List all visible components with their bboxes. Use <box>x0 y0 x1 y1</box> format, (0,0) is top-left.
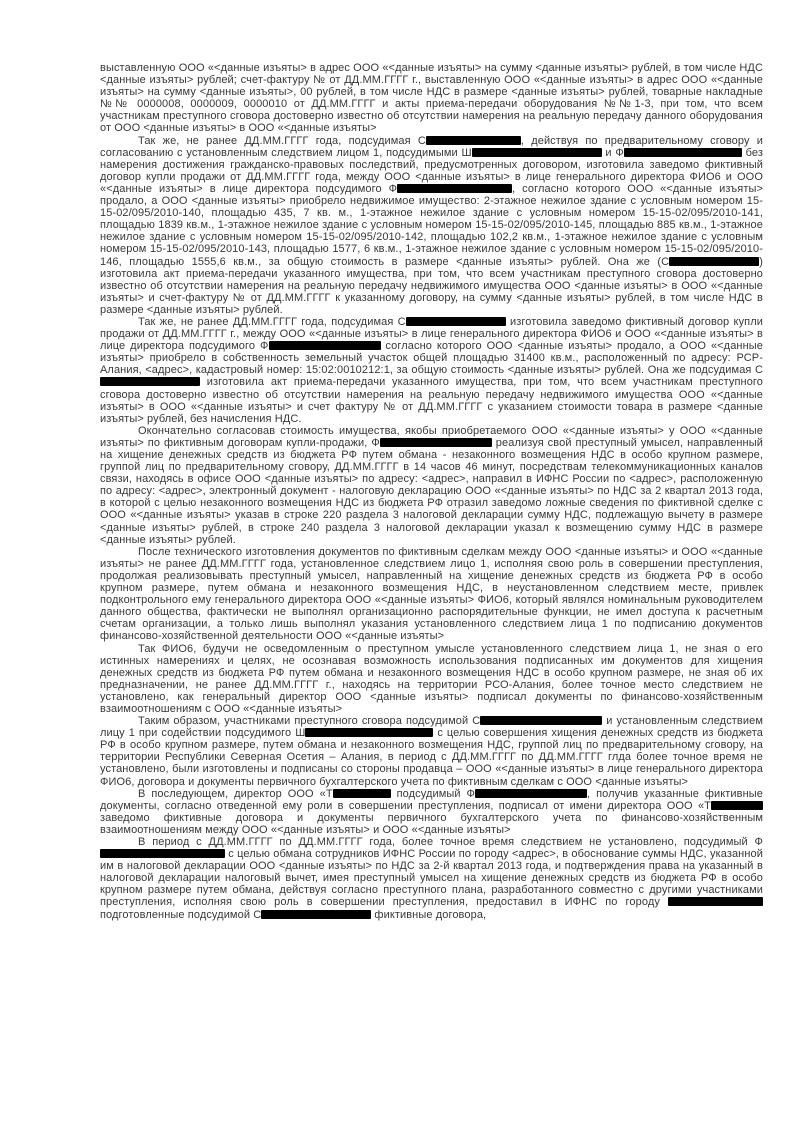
paragraph: Так же, не ранее ДД.ММ.ГГГГ года, подсудимая С изготовила заведомо фиктивный договор купли продажи от ДД.ММ.ГГГГ г., между ООО «<данные изъяты> в лице генерального директора ФИО6 и ООО «<данные изъяты> в лице директора подсудимого Ф согласно которого ООО <данные изъяты> продало, а ООО «<данные изъяты> приобрело в собственность земельный участок общей площадью 31400 кв.м., расположенный по адресу: РСР-Алания, <адрес>, кадастровый номер: 15:02:0010212:1, за общую стоимость <данные изъяты> рублей. Она же подсудимая С изготовила акт приема-передачи указанного имущества, при том, что всем участникам преступного сговора достоверно известно об отсутствии намерения на реальную передачу недвижимого имущества ООО «<данные изъяты> в ООО «<данные изъяты> и счет фактуру № от ДД.ММ.ГГГГ с указанием стоимости товара в размере <данные изъяты> рублей, без начисления НДС. <box>100 315 763 425</box>
redaction-bar <box>269 341 381 350</box>
paragraph: Таким образом, участниками преступного сговора подсудимой С и установленным следствием лицу 1 при содействии подсудимого Ш с целью совершения хищения денежных средств из бюджета РФ в особо крупном размере, путем обмана и незаконного возмещения НДС, группой лиц по предварительному сговору, на территории Республики Северная Осетия – Алания, в период с ДД.ММ.ГГГГ по ДД.ММ.ГГГГ глда более точное время не установлено, были изготовлены и подписаны со стороны продавца – ООО «<данные изъяты> в лице генерального директора ФИО6, договора и документы первичного бухгалтерского учета по фиктивным сделкам с ООО <данные изъяты> <box>100 715 764 788</box>
redaction-bar <box>624 148 742 157</box>
paragraph: Так ФИО6, будучи не осведомленным о преступном умысле установленного следствием лица 1, не зная о его истинных намерениях и целях, не осознавая возможность использования подписанных им документов для хищения денежных средств из бюджета РФ путем обмана и незаконного возмещения НДС в особо крупном размере, не зная об их предназначении, не ранее ДД.ММ.ГГГГ г., находясь на территории РСО-Алания, более точное место следствием не установлено, как генеральный директор ООО <данные изъяты> подписал документы по финансово-хозяйственным взаимоотношениям с ООО «<данные изъяты> <box>100 642 763 715</box>
redaction-bar <box>475 789 587 798</box>
redaction-bar <box>480 716 602 725</box>
redaction-bar <box>426 136 521 145</box>
redaction-bar <box>669 257 759 266</box>
redaction-bar <box>305 728 433 737</box>
redaction-bar <box>100 377 200 386</box>
paragraph: Так же, не ранее ДД.ММ.ГГГГ года, подсудимая С , действуя по предварительному сговору и согласованию с установленным следствием лицом 1, подсудимыми Ш и Ф без намерения достижения гражданско-правовых последствий, предусмотренных договором, изготовила заведомо фиктивный договор купли продажи от ДД.ММ.ГГГГ года, между ООО <данные изъяты> в лице генерального директора ФИО6 и ООО «<данные изъяты> в лице директора подсудимого Ф , согласно которого ООО «<данные изъяты> продало, а ООО <данные изъяты> приобрело недвижимое имущество: 2-этажное нежилое здание с условным номером 15-15-02/095/2010-140, площадью 435, 7 кв. м., 1-этажное нежилое здание с условным номером 15-15-02/095/2010-141, площадью 1839 кв.м., 1-этажное нежилое здание с условным номером 15-15-02/095/2010-145, площадью 885 кв.м., 1-этажное нежилое здание с условным номером 15-15-02/095/2010-142, площадью 102,2 кв.м., 1-этажное нежилое здание с условным номером 15-15-02/095/2010-143, площадью 1577, 6 кв.м., 1-этажное нежилое здание с условным номером 15-15-02/095/2010-146, площадью 1555,6 кв.м., за общую стоимость в размере <данные изъяты> рублей. Она же (С ) изготовила акт приема-передачи указанного имущества, при том, что всем участникам преступного сговора достоверно известно об отсутствии намерения на реальную передачу недвижимого имущества ООО <данные изъяты> в ООО «<данные изъяты> и счет-фактуру № от ДД.ММ.ГГГГ к указанному договору, на сумму <данные изъяты> рублей, в том числе НДС в размере <данные изъяты> рублей. <box>100 134 764 316</box>
redaction-bar <box>711 801 763 810</box>
redaction-bar <box>472 148 602 157</box>
redaction-bar <box>406 317 506 326</box>
redaction-bar <box>397 184 512 193</box>
redaction-bar <box>333 789 391 798</box>
paragraph: Окончательно согласовав стоимость имущества, якобы приобретаемого ООО «<данные изъяты> у ООО «<данные изъяты> по фиктивным договорам купли-продажи, Ф реализуя свой преступный умысел, направленный на хищение денежных средств из бюджета РФ путем обмана - незаконного возмещения НДС в особо крупном размере, группой лиц по предварительному сговору, ДД.ММ.ГГГГ в 14 часов 46 минут, посредствам телекоммуникационных каналов связи, находясь в офисе ООО <данные изъяты> по адресу: <адрес>, направил в ИФНС России по <адрес>, расположенную по адресу: <адрес>, электронный документ - налоговую декларацию ООО «<данные изъяты> по НДС за 2 квартал 2013 года, в которой с целью незаконного возмещения НДС из бюджета РФ отразил заведомо ложные сведения по фиктивной сделке с ООО «<данные изъяты> указав в строке 220 раздела 3 налоговой декларации сумму НДС, подлежащую вычету в размере <данные изъяты> рублей, в строке 240 раздела 3 налоговой декларации указал к возмещению сумму НДС в размере <данные изъяты> рублей. <box>100 424 763 546</box>
redaction-bar <box>380 438 492 447</box>
redaction-bar <box>668 897 763 906</box>
document-text <box>100 62 763 921</box>
paragraph: После технического изготовления документов по фиктивным сделкам между ООО <данные изъяты> и ООО «<данные изъяты> не ранее ДД.ММ.ГГГГ года, установленное следствием лицо 1, исполняя свою роль в совершении преступления, продолжая реализовывать преступный умысел, направленный на хищение денежных средств из бюджета РФ в особо крупном размере, путем обмана и незаконного возмещения НДС, в неустановленном следствием месте, привлек подконтрольного ему генерального директора ООО «<данные изъяты> ФИО6, который являлся номинальным руководителем данного общества, фактически не выполнял организационно распорядительные функции, не имел доступа к расчетным счетам организации, а только лишь выполнял указания установленного следствием лица 1 по подписанию документов финансово-хозяйственной деятельности ООО «<данные изъяты> <box>100 545 763 643</box>
paragraph: В последующем, директор ООО «Т подсудимый Ф , получив указанные фиктивные документы, согласно отведенной ему роли в совершении преступления, подписал от имени директора ООО «Т заведомо фиктивные договора и документы первичного бухгалтерского учета по финансово-хозяйственным взаимоотношениям между ООО «<данные изъяты> и ООО «<данные изъяты> <box>100 787 764 836</box>
paragraph: В период с ДД.ММ.ГГГГ по ДД.ММ.ГГГГ года, более точное время следствием не установлено, подсудимый Ф с целью обмана сотрудников ИФНС России по городу <адрес>, в обоснование суммы НДС, указанной им в налоговой декларации ООО <данные изъяты> по НДС за 2-й квартал 2013 года, и подтверждения права на указанный в налоговой декларации налоговый вычет, имея преступный умысел на хищение денежных средств из бюджета РФ в особо крупном размере путем обмана, действуя согласно преступного плана, разработанного совместно с другими участниками преступления, исполняя свою роль в совершении преступления, предоставил в ИФНС по городу подготовленные подсудимой С фиктивные договора, <box>100 836 763 921</box>
redaction-bar <box>100 849 225 858</box>
redaction-bar <box>261 910 371 919</box>
paragraph: выставленную ООО «<данные изъяты> в адрес ООО «<данные изъяты> на сумму <данные изъяты> рублей, в том числе НДС <данные изъяты> рублей; счет-фактуру № от ДД.ММ.ГГГГ г., выставленную ООО «<данные изъяты> в адрес ООО «<данные изъяты> на сумму <данные изъяты>, 00 рублей, в том числе НДС в размере <данные изъяты> рублей, товарные накладные №№ 0000008, 0000009, 0000010 от ДД.ММ.ГГГГ и акты приема-передачи оборудования №№1-3, при том, что всем участникам преступного сговора достоверно известно об отсутствии намерения на реальную передачу данного оборудования от ООО <данные изъяты> в ООО «<данные изъяты> <box>100 62 763 135</box>
